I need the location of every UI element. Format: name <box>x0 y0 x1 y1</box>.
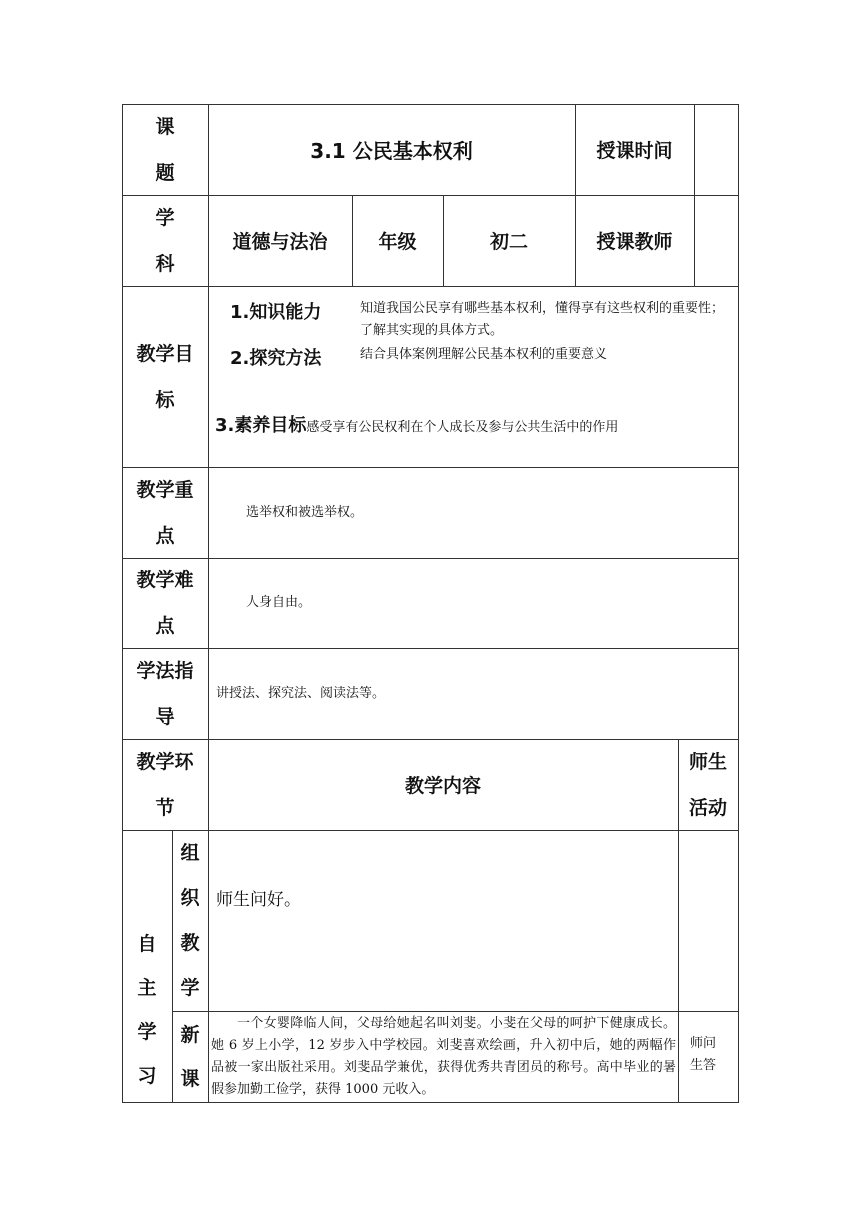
new-lesson-activity: 师问 生答 <box>690 1036 717 1073</box>
new-lesson-label: 新 课 <box>180 1023 200 1090</box>
knowledge-text: 知道我国公民享有哪些基本权利，懂得享有这些权利的重要性；了解其实现的具体方式。 <box>360 301 725 338</box>
grade-label: 年级 <box>378 231 417 253</box>
key-point-text: 选举权和被选举权。 <box>246 504 364 520</box>
time-label: 授课时间 <box>596 140 673 162</box>
difficulty-text: 人身自由。 <box>246 595 312 610</box>
time-value <box>694 104 738 195</box>
topic-label: 课 题 <box>155 115 175 184</box>
key-point-label: 教学重 点 <box>136 478 194 547</box>
subject-label: 学 科 <box>155 206 175 275</box>
teacher-label: 授课教师 <box>596 231 673 253</box>
new-lesson-text: 一个女婴降临人间，父母给她起名叫刘斐。小斐在父母的呵护下健康成长。她 6 岁上小学，12 岁步入中学校园。刘斐喜欢绘画，升入初中后，她的两幅作品被一家出版社采用。刘斐品学兼优，获得优秀共青团员的称号。高中毕业的暑假参加勤工俭学，获得 1000 元收入。 <box>211 1016 676 1097</box>
grid-line <box>122 286 739 287</box>
method-text: 讲授法、探究法、阅读法等。 <box>216 685 386 701</box>
grid-line <box>208 830 209 1102</box>
literacy-label: 3.素养目标 <box>215 415 307 436</box>
literacy-line <box>215 411 618 439</box>
difficulty-label: 教学难 点 <box>136 569 194 637</box>
inquiry-text: 结合具体案例理解公民基本权利的重要意义 <box>360 347 608 362</box>
organize-text: 师生问好。 <box>216 890 301 910</box>
stage-header: 教学环 节 <box>136 750 194 819</box>
grade-value: 初二 <box>489 231 528 253</box>
method-label: 学法指 导 <box>136 659 194 728</box>
lesson-title: 3.1 公民基本权利 <box>310 139 473 163</box>
knowledge-label: 1.知识能力 <box>230 302 322 323</box>
organize-label: 组 织 教 学 <box>180 841 200 999</box>
grid-line <box>738 104 739 1103</box>
grid-line <box>172 1011 739 1012</box>
teacher-value <box>694 195 738 286</box>
content-header: 教学内容 <box>404 775 481 797</box>
stage-self-study: 自 主 学 习 <box>137 933 157 1087</box>
goals-label: 教学目 标 <box>136 342 194 411</box>
activity-header: 师生 活动 <box>688 750 727 819</box>
subject-value: 道德与法治 <box>232 231 328 253</box>
grid-line <box>122 1102 739 1103</box>
literacy-text: 感受享有公民权利在个人成长及参与公共生活中的作用 <box>306 420 619 435</box>
inquiry-label: 2.探究方法 <box>230 348 322 369</box>
